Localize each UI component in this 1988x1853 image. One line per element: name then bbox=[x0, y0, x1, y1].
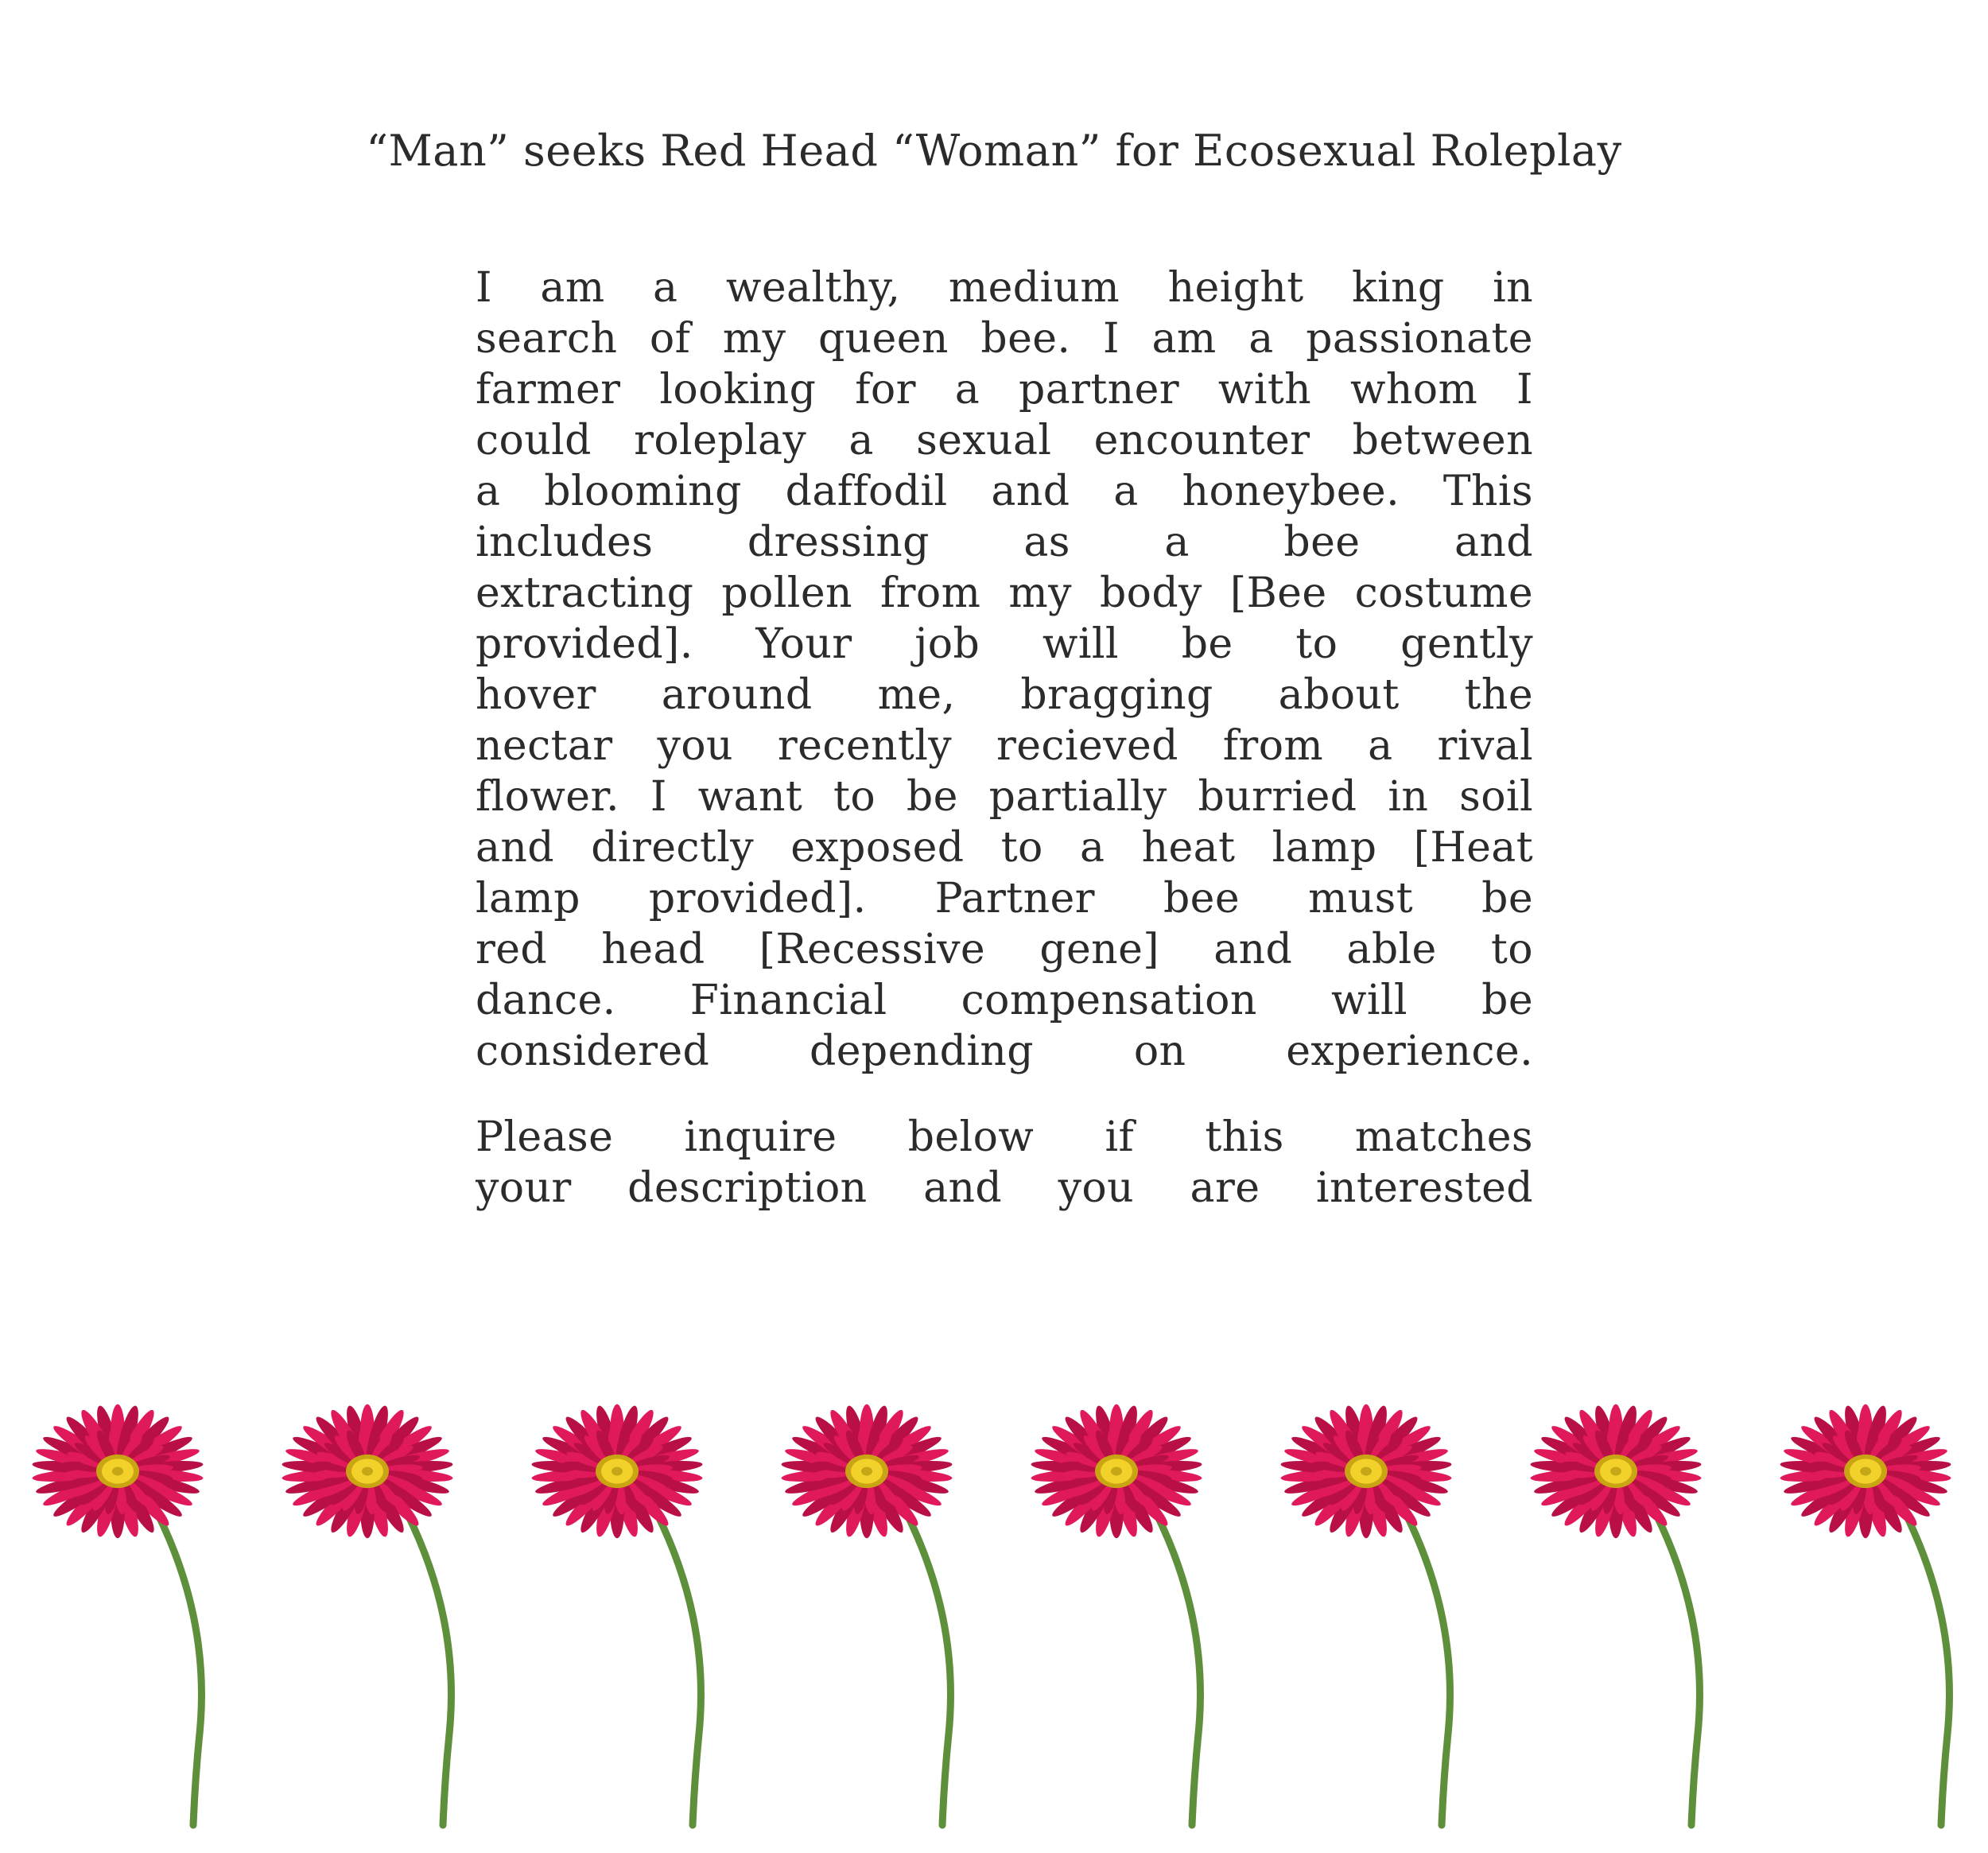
flower-head bbox=[528, 1392, 719, 1551]
paragraph-main bbox=[476, 262, 1533, 1077]
stem bbox=[897, 1495, 950, 1825]
stem bbox=[398, 1495, 451, 1825]
text-line: and directly exposed to a heat lamp [Heat bbox=[476, 824, 1533, 872]
gerbera-daisy-icon bbox=[778, 1392, 969, 1829]
text-line: your description and you are interested bbox=[476, 1164, 1533, 1212]
text-line: search of my queen bee. I am a passionate bbox=[476, 315, 1533, 363]
text-line: I am a wealthy, medium height king in bbox=[476, 264, 1533, 312]
page-title: “Man” seeks Red Head “Woman” for Ecosexual Roleplay bbox=[366, 126, 1622, 176]
stem bbox=[1396, 1495, 1450, 1825]
gerbera-daisy-icon bbox=[29, 1392, 219, 1829]
text-line: red head [Recessive gene] and able to bbox=[476, 926, 1533, 973]
stem bbox=[1646, 1495, 1699, 1825]
text-line: lamp provided]. Partner bee must be bbox=[476, 875, 1533, 923]
text-line: Please inquire below if this matches bbox=[476, 1113, 1533, 1161]
text-line: dance. Financial compensation will be bbox=[476, 977, 1533, 1024]
text-line: includes dressing as a bee and bbox=[476, 519, 1533, 566]
flower-head bbox=[1776, 1392, 1967, 1551]
flower-head bbox=[1527, 1392, 1718, 1551]
text-line: hover around me, bragging about the bbox=[476, 671, 1533, 719]
stem bbox=[1896, 1495, 1949, 1825]
text-line: farmer looking for a partner with whom I bbox=[476, 366, 1533, 414]
flower-border bbox=[0, 1392, 1988, 1837]
flower-head bbox=[1027, 1392, 1218, 1551]
gerbera-daisy-icon bbox=[1277, 1392, 1468, 1829]
gerbera-daisy-icon bbox=[1527, 1392, 1718, 1829]
flower-head bbox=[778, 1392, 969, 1551]
gerbera-daisy-icon bbox=[1776, 1392, 1967, 1829]
paragraph-inquiry bbox=[476, 1112, 1533, 1214]
gerbera-daisy-icon bbox=[528, 1392, 719, 1829]
text-line: provided]. Your job will be to gently bbox=[476, 620, 1533, 668]
gerbera-daisy-icon bbox=[278, 1392, 469, 1829]
flower-head bbox=[278, 1392, 469, 1551]
text-line: a blooming daffodil and a honeybee. This bbox=[476, 468, 1533, 515]
text-line: nectar you recently recieved from a rival bbox=[476, 722, 1533, 770]
ad-body bbox=[476, 262, 1533, 1214]
flower-head bbox=[29, 1392, 219, 1551]
flower-head bbox=[1277, 1392, 1468, 1551]
paragraph-spacer bbox=[476, 1077, 1533, 1112]
text-line: considered depending on experience. bbox=[476, 1028, 1533, 1075]
stem bbox=[1147, 1495, 1200, 1825]
text-line: could roleplay a sexual encounter between bbox=[476, 417, 1533, 464]
stem bbox=[647, 1495, 701, 1825]
text-line: flower. I want to be partially burried in soil bbox=[476, 773, 1533, 821]
text-line: extracting pollen from my body [Bee costume bbox=[476, 569, 1533, 617]
stem bbox=[148, 1495, 201, 1825]
gerbera-daisy-icon bbox=[1027, 1392, 1218, 1829]
